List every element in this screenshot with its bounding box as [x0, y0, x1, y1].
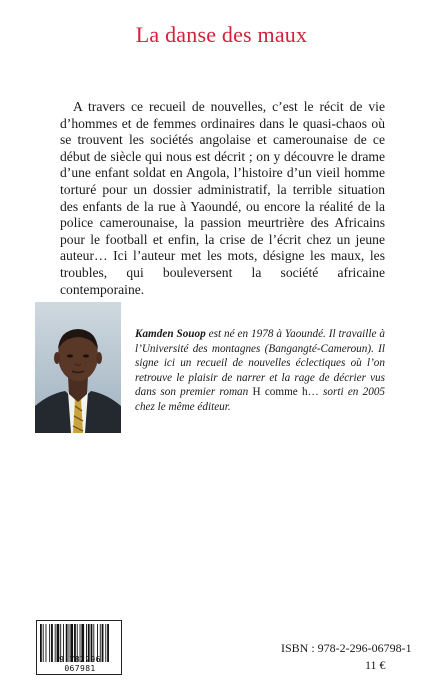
price-label: 11 €	[365, 658, 386, 672]
first-novel-title: H comme h…	[252, 386, 319, 399]
author-biography	[135, 327, 385, 415]
barcode	[36, 620, 122, 675]
bio-text-part2: sorti en 2005 chez le même éditeur.	[135, 386, 386, 413]
author-photo	[35, 302, 121, 433]
book-title: La danse des maux	[135, 22, 308, 47]
author-name: Kamden Souop	[135, 328, 206, 340]
back-cover-summary: A travers ce recueil de nouvelles, c’est le récit de vie d’hommes et de femmes ordinaires dans le quasi-chaos où se trouvent les sociétés angolaise et camerounaise de ce début de siècle qui nous est décrit ; on y découvre le drame d’une enfant soldat en Angola, l’histoire d’un vieil homme torturé pour un dossier administratif, la terrible situation des enfants de la rue à Yaoundé, ou encore la réalité de la police camerounaise, la passion meurtrière des Africains pour le football et enfin, la crise de l’écrit chez un jeune auteur… Ici l’auteur met les mots, désigne les maux, les troubles, qui bouleversent la société africaine contemporaine.	[60, 99, 385, 297]
barcode-number: 9 782296 067981	[59, 655, 101, 673]
bio-text-part1: est né en 1978 à Yaoundé. Il travaille à l’Université des montagnes (Bangangté-Cameroun). Il signe ici un recueil de nouvelles éclectiques où l’on retrouve le plaisir de narrer et la rage de décrier vus dans son premier roman	[135, 328, 385, 399]
isbn-label: ISBN : 978-2-296-06798-1	[281, 641, 412, 655]
